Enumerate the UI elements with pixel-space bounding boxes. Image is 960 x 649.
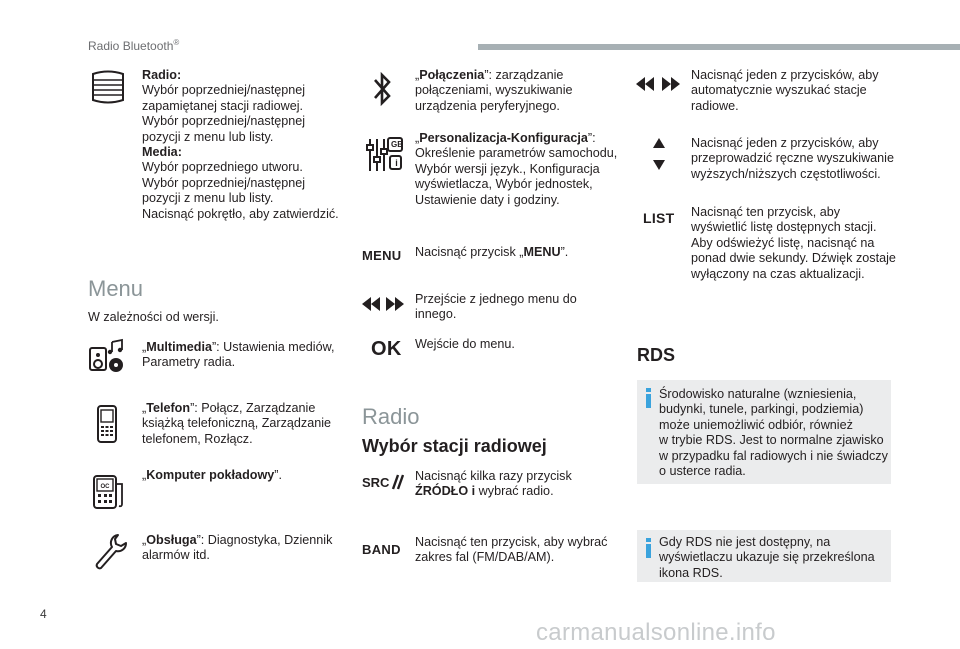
ok-description: Wejście do menu. xyxy=(415,337,515,351)
seek-arrows-icon xyxy=(636,76,680,97)
menu-button-icon: MENU xyxy=(362,248,402,263)
svg-text:OC: OC xyxy=(100,484,110,490)
info-icon xyxy=(645,388,652,408)
menu-intro: W zależności od wersji. xyxy=(88,310,219,324)
watermark: carmanualsonline.info xyxy=(536,619,776,646)
band-button-icon: BAND xyxy=(362,542,401,557)
svg-text:SRC: SRC xyxy=(362,475,390,490)
personalization-description: „Personalizacja-Konfiguracja”: Określenie parametrów samochodu, Wybór wersji język., Konfiguracja wyświetlacza, Wybór jednostek, Ustawienie daty i godziny. xyxy=(415,131,618,207)
list-description: Nacisnąć ten przycisk, aby wyświetlić listę dostępnych stacji. Aby odświeżyć listę, nacisnąć na ponad dwie sekundy. Dźwięk zostaje wyłączony na czas aktualizacji. xyxy=(691,205,896,281)
language-badge: GB xyxy=(391,140,403,149)
radio-controls-description: Radio: Wybór poprzedniej/następnej zapamiętanej stacji radiowej. Wybór poprzedniej/następnej pozycji z menu lub listy. Media: Wybór poprzedniego utworu. Wybór poprzedniej/następnej pozycji z menu lub listy. Nacisnąć pokrętło, aby zatwierdzić. xyxy=(142,68,339,221)
rds-info-box-1 xyxy=(637,380,891,484)
rds-info-text-2: Gdy RDS nie jest dostępny, na wyświetlaczu ukazuje się przekreślona ikona RDS. xyxy=(659,535,875,580)
multimedia-icon xyxy=(88,338,128,379)
radio-heading: Radio xyxy=(362,404,420,429)
header-bar xyxy=(478,44,960,50)
rds-info-text-1: Środowisko naturalne (wzniesienia, budynki, tunele, parkingi, podziemia) może uniemożliwić odbiór, również w trybie RDS. Jest to normalne zjawisko w przypadku fal radiowych i nie świadczy o usterce radia. xyxy=(659,387,888,479)
prev-next-arrows-icon xyxy=(362,296,404,317)
scroll-wheel-icon xyxy=(90,70,126,109)
source-description: Nacisnąć kilka razy przycisk ŹRÓDŁO i wybrać radio. xyxy=(415,469,572,499)
info-badge: i xyxy=(395,158,398,168)
connections-description: „Połączenia”: zarządzanie połączeniami, wyszukiwanie urządzenia peryferyjnego. xyxy=(415,68,573,113)
menu-button-description: Nacisnąć przycisk „MENU”. xyxy=(415,245,569,259)
manual-search-description: Nacisnąć jeden z przycisków, aby przeprowadzić ręczne wyszukiwanie wyższych/niższych częstotliwości. xyxy=(691,136,894,181)
station-selection-heading: Wybór stacji radiowej xyxy=(362,436,547,456)
trip-computer-icon xyxy=(92,474,126,515)
menu-item-telefon: „Telefon”: Połącz, Zarządzanie książką telefoniczną, Zarządzanie telefonem, Rozłącz. xyxy=(142,401,332,446)
menu-heading: Menu xyxy=(88,276,144,301)
menu-item-multimedia: „Multimedia”: Ustawienia mediów, Parametry radia. xyxy=(142,340,335,370)
up-down-arrows-icon xyxy=(652,138,666,175)
rds-heading: RDS xyxy=(637,345,676,365)
source-button-icon xyxy=(362,472,404,497)
list-button-icon: LIST xyxy=(643,210,675,226)
ok-button-icon: OK xyxy=(371,338,402,360)
rds-info-box-2 xyxy=(637,530,891,582)
band-description: Nacisnąć ten przycisk, aby wybrać zakres fal (FM/DAB/AM). xyxy=(415,535,608,565)
header-title: Radio Bluetooth® xyxy=(88,38,180,53)
menu-item-service: „Obsługa”: Diagnostyka, Dziennik alarmów itd. xyxy=(142,533,333,563)
info-icon xyxy=(645,538,652,558)
page-number: 4 xyxy=(40,607,47,621)
menu-navigation-description: Przejście z jednego menu do innego. xyxy=(415,292,577,322)
menu-item-trip-computer: „Komputer pokładowy”. xyxy=(142,468,282,482)
wrench-icon xyxy=(92,532,128,577)
phone-icon xyxy=(96,404,118,449)
bluetooth-icon xyxy=(372,70,394,113)
auto-search-description: Nacisnąć jeden z przycisków, aby automatycznie wyszukać stacje radiowe. xyxy=(691,68,879,113)
